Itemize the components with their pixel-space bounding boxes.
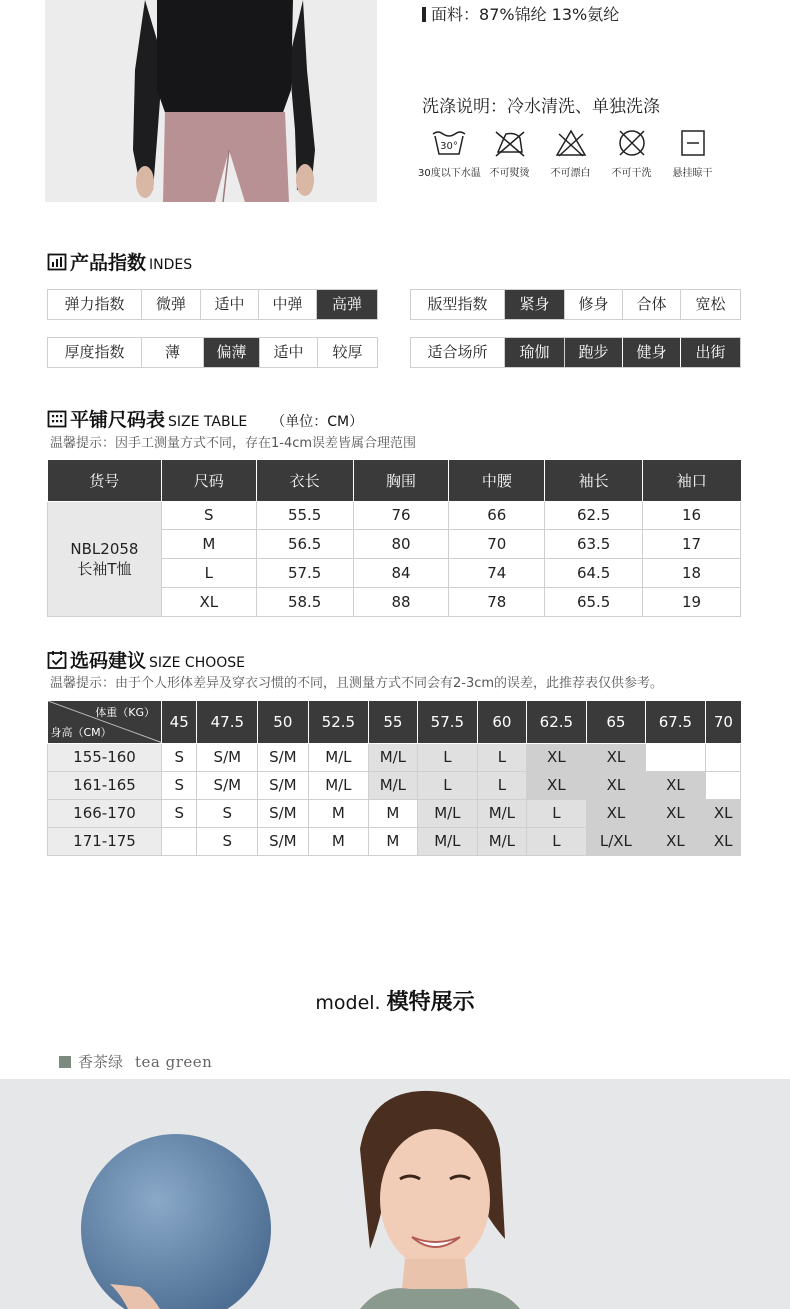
size-cell: S/M [258,827,308,855]
table-cell: 84 [353,559,449,588]
weight-header: 65 [587,701,645,743]
index-option: 修身 [565,290,623,319]
size-cell: M [308,799,369,827]
table-cell: 80 [353,530,449,559]
size-cell: M [308,827,369,855]
table-header-row [48,701,741,743]
corner-header [48,701,162,743]
checkbox-icon [47,650,67,670]
column-header: 尺码 [161,460,256,501]
size-cell: S/M [258,799,308,827]
table-cell: 74 [449,559,545,588]
index-option: 宽松 [695,295,726,313]
index-row-elasticity [47,289,378,320]
color-variant-label [59,1051,212,1072]
fabric-label: 面料： [431,5,480,24]
unit-label: （单位：CM） [271,414,364,430]
care-label: 30度以下水温 [418,168,481,179]
section-title-en: INDES [149,257,193,273]
chart-icon [47,252,67,272]
height-header: 155-160 [48,743,162,771]
index-option: 合体 [623,290,681,319]
size-cell: L [526,799,587,827]
size-cell: M/L [308,743,369,771]
index-option: 中弹 [259,290,317,319]
size-cell: S/M [197,771,258,799]
size-table-section-title [47,405,363,432]
size-cell: S [162,743,197,771]
no-iron-icon [492,128,528,158]
index-label: 适合场所 [411,338,505,367]
table-cell: 56.5 [256,530,353,559]
size-cell [706,743,741,771]
height-axis-label: 身高（CM） [50,725,112,739]
size-cell: S [162,771,197,799]
size-cell: S [197,799,258,827]
table-cell: 64.5 [545,559,643,588]
table-cell: XL [161,587,256,616]
index-option-selected: 跑步 [565,338,623,367]
index-row-occasion [410,337,741,368]
index-section-title [47,248,192,275]
table-cell: 88 [353,587,449,616]
goods-cell [48,501,162,616]
product-photo [45,0,377,202]
table-cell: 65.5 [545,587,643,616]
size-cell: M/L [478,827,526,855]
fabric-value: 87%锦纶 13%氨纶 [479,5,620,24]
care-label: 不可熨烫 [489,168,530,179]
height-header: 166-170 [48,799,162,827]
size-cell [645,743,706,771]
size-cell: M/L [417,827,478,855]
table-row [48,799,741,827]
table-cell: 62.5 [545,501,643,530]
column-header: 袖长 [545,460,643,501]
size-cell: M/L [369,771,417,799]
weight-header: 57.5 [417,701,478,743]
size-cell: L [417,743,478,771]
hang-dry-icon [675,128,711,158]
table-cell: 66 [449,501,545,530]
size-cell: M/L [308,771,369,799]
goods-code: NBL2058 [70,539,139,558]
care-item [479,128,540,180]
table-cell: 17 [643,530,741,559]
size-table [47,460,741,617]
size-cell: L [478,743,526,771]
size-cell: XL [645,827,706,855]
size-cell: XL [645,771,706,799]
size-cell: M [369,827,417,855]
care-label: 悬挂晾干 [672,168,713,179]
table-cell: 55.5 [256,501,353,530]
size-cell: S/M [258,771,308,799]
index-option-selected: 健身 [623,338,681,367]
table-cell: 76 [353,501,449,530]
table-header-row [48,460,741,501]
index-label: 弹力指数 [48,290,142,319]
index-label: 厚度指数 [48,338,142,367]
care-label: 不可干洗 [611,168,652,179]
care-item [662,128,723,180]
index-option: 较厚 [332,343,363,361]
size-recommend-table [47,701,741,856]
size-table-note: 温馨提示：因手工测量方式不同，存在1-4cm误差皆属合理范围 [50,436,417,451]
column-header: 袖口 [643,460,741,501]
size-cell: XL [587,743,645,771]
size-cell: S [197,827,258,855]
care-label: 不可漂白 [550,168,591,179]
size-cell: L [526,827,587,855]
size-cell [706,771,741,799]
fabric-info [422,2,619,25]
table-row [48,771,741,799]
table-cell: 58.5 [256,587,353,616]
color-swatch [59,1056,71,1068]
section-title-cn: 平铺尺码表 [70,409,166,431]
color-name-en: tea green [135,1052,213,1071]
weight-header: 55 [369,701,417,743]
care-item [601,128,662,180]
care-symbols [418,128,723,180]
no-bleach-icon [553,128,589,158]
size-cell: M/L [478,799,526,827]
size-cell: XL [645,799,706,827]
table-row [48,501,741,530]
size-cell: M [369,799,417,827]
section-title-cn: 产品指数 [70,252,147,274]
size-cell: S [162,799,197,827]
weight-header: 52.5 [308,701,369,743]
no-dryclean-icon [614,128,650,158]
table-cell: S [161,501,256,530]
wash-title: 洗涤说明：冷水清洗、单独洗涤 [422,97,660,117]
wash-30-icon [431,128,467,158]
index-option-selected: 紧身 [505,290,565,319]
index-row-fit [410,289,741,320]
model-photo [0,1079,790,1309]
wash-temp-label: 30° [439,141,458,152]
grid-table-icon [47,409,67,429]
table-row [48,827,741,855]
section-title-en: SIZE TABLE [168,414,248,430]
weight-header: 47.5 [197,701,258,743]
weight-header: 67.5 [645,701,706,743]
weight-header: 50 [258,701,308,743]
recommend-note: 温馨提示：由于个人形体差异及穿衣习惯的不同，且测量方式不同会有2-3cm的误差，此推荐表仅供参考。 [50,676,664,691]
size-cell [162,827,197,855]
column-header: 货号 [48,460,162,501]
recommend-section-title [47,646,245,673]
column-header: 胸围 [353,460,449,501]
color-name-cn: 香茶绿 [78,1053,124,1071]
height-header: 161-165 [48,771,162,799]
size-cell: M/L [417,799,478,827]
index-option: 适中 [201,290,259,319]
column-header: 衣长 [256,460,353,501]
section-title-en: SIZE CHOOSE [149,655,245,671]
index-option-selected: 偏薄 [204,338,260,367]
table-cell: M [161,530,256,559]
model-title-cn: 模特展示 [386,990,475,1015]
table-cell: 19 [643,587,741,616]
weight-header: 62.5 [526,701,587,743]
size-cell: XL [587,799,645,827]
table-cell: 63.5 [545,530,643,559]
index-option-selected: 瑜伽 [505,338,565,367]
index-label: 版型指数 [411,290,505,319]
goods-name: 长袖T恤 [77,559,132,578]
column-header: 中腰 [449,460,545,501]
size-cell: XL [587,771,645,799]
size-cell: M/L [369,743,417,771]
table-cell: 78 [449,587,545,616]
index-option: 薄 [142,338,204,367]
table-cell: 70 [449,530,545,559]
size-cell: L/XL [587,827,645,855]
table-cell: 57.5 [256,559,353,588]
table-cell: 18 [643,559,741,588]
size-cell: S/M [197,743,258,771]
table-row [48,743,741,771]
size-cell: S/M [258,743,308,771]
table-cell: 16 [643,501,741,530]
table-cell: L [161,559,256,588]
weight-header: 60 [478,701,526,743]
section-title-cn: 选码建议 [70,650,147,672]
model-section-title [0,985,790,1016]
weight-axis-label: 体重（KG） [95,706,155,719]
index-option: 适中 [260,338,318,367]
size-cell: L [417,771,478,799]
weight-header: 70 [706,701,741,743]
model-title-en: model. [315,992,381,1014]
index-option-selected: 高弹 [317,290,377,319]
size-cell: XL [526,743,587,771]
size-cell: XL [706,827,741,855]
size-cell: L [478,771,526,799]
index-option: 微弹 [142,290,201,319]
index-row-thickness [47,337,378,368]
size-cell: XL [706,799,741,827]
care-item [540,128,601,180]
weight-header: 45 [162,701,197,743]
bullet-bar [422,7,426,22]
height-header: 171-175 [48,827,162,855]
index-option-selected: 出街 [681,338,740,367]
size-cell: XL [526,771,587,799]
care-item [418,128,479,180]
